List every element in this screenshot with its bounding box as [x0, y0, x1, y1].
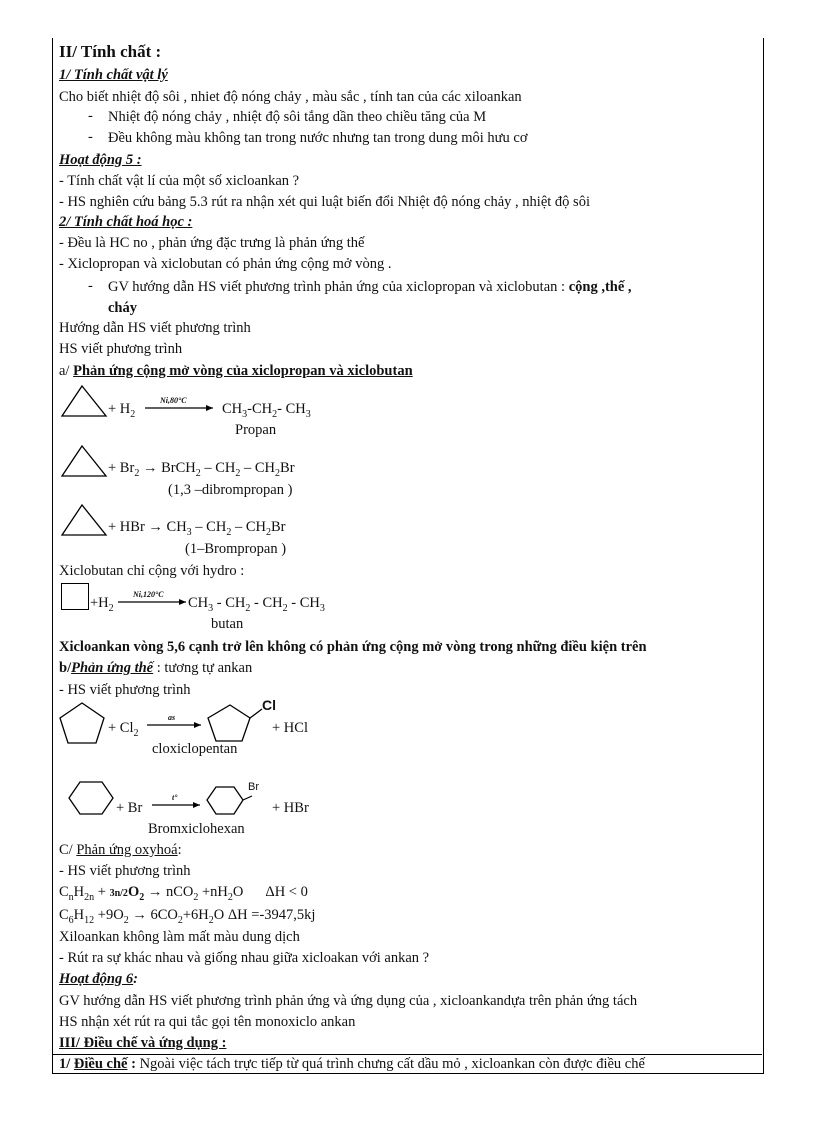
r2-name: (1,3 –dibrompropan ) — [168, 482, 293, 498]
reaction-b-title: Phản ứng thế — [71, 660, 154, 676]
physical-bullet-2: Đều không màu không tan trong nước nhưng tan trong dung môi hưu cơ — [108, 130, 528, 146]
ring-note: Xicloankan vòng 5,6 cạnh trở lên không có phản ứng cộng mở vòng trong những điều kiện trên — [59, 639, 647, 655]
cyclobutane-icon — [61, 583, 89, 610]
bullet-dash: - — [88, 278, 93, 294]
r3-name: (1–Brompropan ) — [185, 541, 287, 557]
guide-line-1: Hướng dẫn HS viết phương trình — [59, 320, 251, 336]
cyclopentane-icon — [58, 700, 108, 746]
reaction-a-prefix: a/ — [59, 363, 74, 379]
activity5-heading: Hoạt động 5 : — [59, 152, 142, 168]
activity6-line-1: GV hướng dẫn HS viết phương trình phản ứng và ứng dụng của , xicloankandựa trên phản ứng tách — [59, 993, 638, 1009]
cyclopropane-icon — [60, 444, 110, 480]
activity6-heading: Hoạt động 6: — [59, 971, 138, 987]
section3-item-1: 1/ Điều chế : Ngoài việc tách trực tiếp từ quá trình chưng cất dầu mỏ , xicloankan còn được điều chế — [59, 1056, 645, 1072]
combustion-eq-1: $C_nH_{2n} + 3n/2O_2 \to nCO_2 +nH_2O$ ΔH < 0 — [59, 884, 308, 903]
r2-equation: + $Br_2$ → BrCH$_2$ – $CH_2 - CH_2Br$ — [108, 460, 295, 479]
r1-name: Propan — [235, 422, 277, 438]
reaction-b-heading — [59, 659, 252, 677]
reaction-b-prefix: b/ — [59, 660, 72, 676]
b1-right: + HCl — [272, 720, 308, 736]
reaction-a-title: Phản ứng cộng mở vòng của xiclopropan và xiclobutan — [73, 363, 413, 379]
chemical-bullet-bold-2: cháy — [108, 300, 137, 316]
r4-left: $+H_2$ — [90, 595, 114, 614]
b1-name: cloxiclopentan — [152, 741, 238, 757]
r1-left: + $H_2$ — [108, 401, 136, 420]
cyclopropane-icon — [60, 384, 110, 420]
chlorocyclopentane-icon — [204, 698, 270, 746]
r4-condition: Ni,120°C — [133, 590, 164, 599]
physical-bullet-1: Nhiệt độ nóng chảy , nhiệt độ sôi tắng dần theo chiều tăng của M — [108, 109, 487, 125]
r4-name: butan — [211, 616, 244, 632]
b2-right: + HBr — [272, 800, 309, 816]
physical-intro: Cho biết nhiệt độ sôi , nhiet độ nóng chảy , màu sắc , tính tan của các xiloankan — [59, 89, 522, 105]
reaction-c-heading: C/ Phản ứng oxyhoá: — [59, 842, 182, 858]
reaction-c-hs: - HS viết phương trình — [59, 863, 191, 879]
section-title: II/ Tính chất : — [59, 42, 162, 61]
b1-condition: as — [168, 713, 176, 722]
bullet-dash: - — [88, 129, 93, 145]
guide-line-2: HS viết phương trình — [59, 341, 183, 357]
physical-heading: 1/ Tính chất vật lý — [59, 67, 168, 83]
chemical-line-1: - Đều là HC no , phản ứng đặc trưng là phản ứng thế — [59, 235, 365, 251]
reaction-b-rest: : tương tự ankan — [153, 660, 253, 676]
activity5-line-2: - HS nghiên cứu bảng 5.3 rút ra nhận xét qui luật biến đổi Nhiệt độ nóng chảy , nhiệt độ sôi — [59, 194, 590, 210]
chemical-bullet-bold: cộng ,thế , — [568, 279, 632, 295]
b2-substituent: Br — [248, 781, 259, 793]
reaction-a-heading — [59, 362, 413, 380]
xiclobutan-note: Xiclobutan chỉ cộng với hydro : — [59, 563, 245, 579]
combustion-eq-2: $C_6H_{12} +9O_2 \to 6CO_2+6H_2O$ ΔH =-3947,5kj — [59, 907, 316, 926]
b2-condition: t° — [172, 793, 178, 802]
reaction-c-note-1: Xiloankan không làm mất màu dung dịch — [59, 929, 300, 945]
chemical-bullet — [108, 278, 632, 296]
b2-name: Bromxiclohexan — [148, 821, 245, 837]
b2-left: + Br — [116, 800, 143, 816]
reaction-c-title: Phản ứng oxyhoá — [76, 842, 178, 858]
r4-right: $CH_3 - CH_2 - CH_2 - CH_3$ — [188, 595, 325, 614]
b1-substituent: Cl — [262, 697, 276, 713]
activity5-line-1: - Tính chất vật lí của một số xicloankan ? — [59, 173, 300, 189]
r3-equation: + HBr → $CH_3 - CH_2 - CH_2Br$ — [108, 519, 286, 538]
section3-title: III/ Điều chế và ứng dụng : — [59, 1035, 227, 1051]
activity6-line-2: HS nhận xét rút ra qui tắc gọi tên monoxiclo ankan — [59, 1014, 356, 1030]
cyclopropane-icon — [60, 503, 110, 539]
reaction-b-hs: - HS viết phương trình — [59, 682, 191, 698]
chemical-line-2: - Xiclopropan và xiclobutan có phản ứng cộng mở vòng . — [59, 256, 392, 272]
r1-condition: Ni,80°C — [160, 396, 187, 405]
chemical-bullet-text: GV hướng dẫn HS viết phương trình phản ứng của xiclopropan và xiclobutan : — [108, 279, 566, 295]
b1-left: + $Cl_2$ — [108, 720, 139, 739]
r1-right: $CH_3-CH_2-$ $CH_3$ — [222, 401, 311, 420]
chemical-heading: 2/ Tính chất hoá học : — [59, 214, 193, 230]
cyclohexane-icon — [66, 780, 116, 816]
reaction-c-note-2: - Rút ra sự khác nhau và giống nhau giữa xicloakan với ankan ? — [59, 950, 430, 966]
bullet-dash: - — [88, 108, 93, 124]
